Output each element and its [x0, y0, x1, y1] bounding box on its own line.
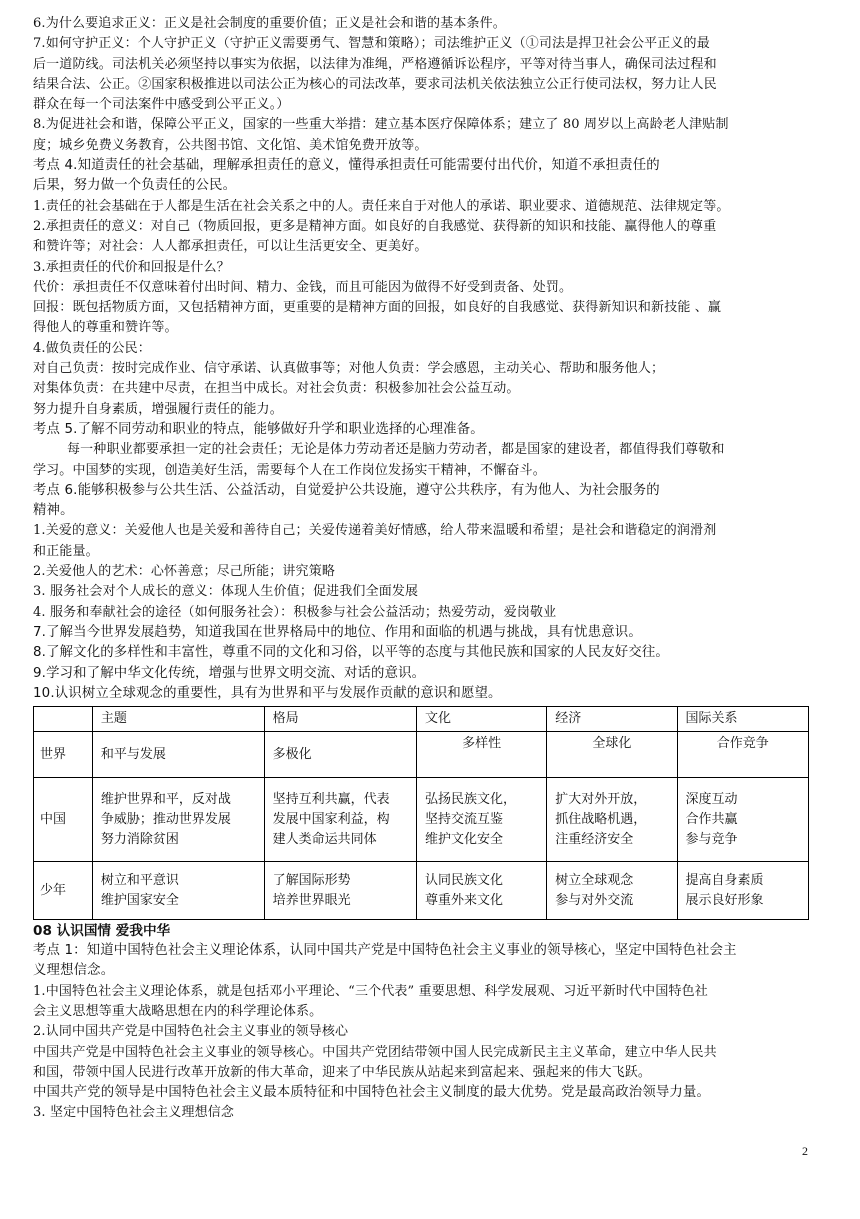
text-line: 考点 5.了解不同劳动和职业的特点，能够做好升学和职业选择的心理准备。	[33, 421, 484, 437]
table-row-label: 少年	[34, 862, 93, 920]
text-line: 精神。	[33, 503, 74, 519]
text-line: 和国，带领中国人民进行改革开放新的伟大革命，迎来了中华民族从站起来到富起来、强起来的伟大飞跃。	[33, 1064, 652, 1080]
table-header-cell: 格局	[264, 707, 416, 732]
table-row	[34, 732, 809, 778]
table-cell: 全球化	[547, 732, 677, 778]
text-line: 每一种职业都要承担一定的社会责任；无论是体力劳动者还是脑力劳动者，都是国家的建设者，都值得我们尊敬和	[67, 442, 725, 458]
text-line: 学习。中国梦的实现，创造美好生活，需要每个人在工作岗位发扬实干精神，不懈奋斗。	[33, 462, 546, 478]
text-line: 后一道防线。司法机关必须坚持以事实为依据，以法律为准绳，严格遵循诉讼程序，平等对待当事人，确保司法过程和	[33, 56, 717, 72]
table-cell: 提高自身素质 展示良好形象	[677, 862, 808, 920]
text-line: 后果，努力做一个负责任的公民。	[33, 178, 237, 194]
text-line: 1.中国特色社会主义理论体系，就是包括邓小平理论、“三个代表” 重要思想、科学发展观、习近平新时代中国特色社	[33, 983, 708, 999]
text-line: 考点 4.知道责任的社会基础，理解承担责任的意义，懂得承担责任可能需要付出代价，知道不承担责任的	[33, 158, 660, 174]
table-cell: 了解国际形势 培养世界眼光	[264, 862, 416, 920]
text-line: 考点 1：知道中国特色社会主义理论体系，认同中国共产党是中国特色社会主义事业的领导核心，坚定中国特色社会主	[33, 943, 737, 959]
table-cell: 和平与发展	[92, 732, 264, 778]
text-line: 代价：承担责任不仅意味着付出时间、精力、金钱，而且可能因为做得不好受到责备、处罚。	[33, 279, 573, 295]
text-line: 7.了解当今世界发展趋势，知道我国在世界格局中的地位、作用和面临的机遇与挑战，具有忧患意识。	[33, 624, 642, 640]
text-line: 6.为什么要追求正义：正义是社会制度的重要价值；正义是社会和谐的基本条件。	[33, 16, 506, 31]
text-line: 10.认识树立全球观念的重要性，具有为世界和平与发展作贡献的意识和愿望。	[33, 685, 502, 701]
table-header-cell: 国际关系	[677, 707, 808, 732]
text-line: 对自己负责：按时完成作业、信守承诺、认真做事等；对他人负责：学会感恩，主动关心、帮助和服务他人；	[33, 361, 665, 377]
text-line: 4.做负责任的公民：	[33, 340, 151, 356]
text-line: 3. 服务社会对个人成长的意义：体现人生价值；促进我们全面发展	[33, 584, 419, 600]
table-cell: 坚持互利共赢，代表 发展中国家利益，构 建人类命运共同体	[264, 778, 416, 862]
text-line: 8.了解文化的多样性和丰富性，尊重不同的文化和习俗，以平等的态度与其他民族和国家的人民友好交往。	[33, 645, 669, 661]
text-line: 中国共产党是中国特色社会主义事业的领导核心。中国共产党团结带领中国人民完成新民主主义革命，建立中华人民共	[33, 1044, 717, 1060]
text-line: 义理想信念。	[33, 963, 115, 979]
text-line: 度；城乡免费义务教育，公共图书馆、文化馆、美术馆免费开放等。	[33, 137, 428, 153]
table-cell: 维护世界和平，反对战 争威胁；推动世界发展 努力消除贫困	[92, 778, 264, 862]
text-line: 群众在每一个司法案件中感受到公平正义。）	[33, 97, 290, 113]
table-cell: 认同民族文化 尊重外来文化	[416, 862, 546, 920]
table-header-cell: 经济	[547, 707, 677, 732]
table-row-label: 中国	[34, 778, 93, 862]
table-cell: 合作竞争	[677, 732, 808, 778]
text-block-top	[33, 14, 830, 704]
text-line: 会主义思想等重大战略思想在内的科学理论体系。	[33, 1003, 323, 1019]
table-header-row	[34, 707, 809, 732]
table-header-cell: 文化	[416, 707, 546, 732]
text-line: 2.关爱他人的艺术：心怀善意；尽己所能；讲究策略	[33, 564, 336, 580]
text-line: 结果合法、公正。②国家积极推进以司法公正为核心的司法改革，要求司法机关依法独立公正行使司法权，努力让人民	[33, 76, 717, 92]
text-line: 1.关爱的意义：关爱他人也是关爱和善待自己；关爱传递着美好情感，给人带来温暖和希望；是社会和谐稳定的润滑剂	[33, 523, 717, 539]
text-line: 2.承担责任的意义：对自己（物质回报，更多是精神方面。如良好的自我感觉、获得新的知识和技能、赢得他人的尊重	[33, 218, 717, 234]
table-row	[34, 778, 809, 862]
table-cell: 树立全球观念 参与对外交流	[547, 862, 677, 920]
text-line: 7.如何守护正义：个人守护正义（守护正义需要勇气、智慧和策略）；司法维护正义（①司法是捍卫社会公平正义的最	[33, 36, 710, 52]
text-line: 回报：既包括物质方面，又包括精神方面，更重要的是精神方面的回报，如良好的自我感觉、获得新知识和新技能 、赢	[33, 300, 722, 316]
text-line: 9.学习和了解中华文化传统，增强与世界文明交流、对话的意识。	[33, 665, 426, 681]
text-line: 考点 6.能够积极参与公共生活、公益活动，自觉爱护公共设施，遵守公共秩序，有为他人、为社会服务的	[33, 482, 660, 498]
text-block-bottom	[33, 941, 830, 1124]
text-line: 1.责任的社会基础在于人都是生活在社会关系之中的人。责任来自于对他人的承诺、职业要求、道德规范、法律规定等。	[33, 198, 730, 214]
text-line: 努力提升自身素质，增强履行责任的能力。	[33, 401, 283, 417]
table-header-cell	[34, 707, 93, 732]
table-row-label: 世界	[34, 732, 93, 778]
text-line: 3.承担责任的代价和回报是什么？	[33, 259, 230, 275]
document-page	[33, 14, 830, 1124]
page-number: 2	[802, 1144, 808, 1158]
text-line: 4. 服务和奉献社会的途径（如何服务社会）：积极参与社会公益活动；热爱劳动，爱岗敬业	[33, 604, 557, 620]
text-line: 和赞许等；对社会：人人都承担责任，可以让生活更安全、更美好。	[33, 239, 428, 255]
text-line: 得他人的尊重和赞许等。	[33, 320, 178, 336]
table-cell: 扩大对外开放， 抓住战略机遇， 注重经济安全	[547, 778, 677, 862]
table-cell: 多极化	[264, 732, 416, 778]
table-header-cell: 主题	[92, 707, 264, 732]
section-heading: 08 认识国情 爱我中华	[33, 923, 171, 940]
table-cell: 多样性	[416, 732, 546, 778]
text-line: 8.为促进社会和谐，保障公平正义，国家的一些重大举措：建立基本医疗保障体系；建立了 80 周岁以上高龄老人津贴制	[33, 117, 729, 133]
text-line: 2.认同中国共产党是中国特色社会主义事业的领导核心	[33, 1024, 349, 1040]
text-line: 3. 坚定中国特色社会主义理想信念	[33, 1105, 235, 1121]
table-cell: 弘扬民族文化， 坚持交流互鉴 维护文化安全	[416, 778, 546, 862]
table-cell: 深度互动 合作共赢 参与竞争	[677, 778, 808, 862]
text-line: 和正能量。	[33, 543, 99, 559]
comparison-table	[33, 706, 809, 920]
table-cell: 树立和平意识 维护国家安全	[92, 862, 264, 920]
table-row	[34, 862, 809, 920]
text-line: 对集体负责：在共建中尽责，在担当中成长。对社会负责：积极参加社会公益互动。	[33, 381, 520, 397]
text-line: 中国共产党的领导是中国特色社会主义最本质特征和中国特色社会主义制度的最大优势。党是最高政治领导力量。	[33, 1085, 711, 1101]
